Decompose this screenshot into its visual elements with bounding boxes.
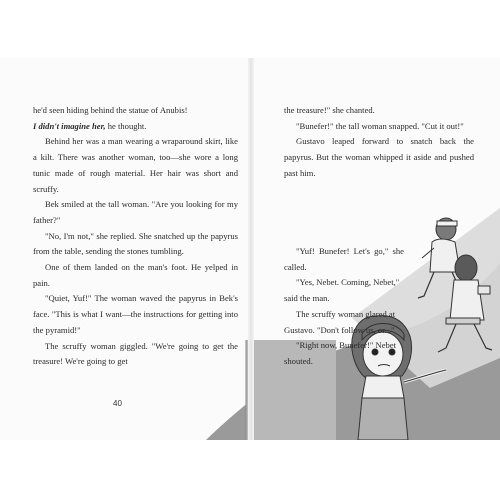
left-page-text <box>33 103 238 370</box>
book-gutter <box>248 58 254 440</box>
right-page-text <box>284 103 474 182</box>
paragraph: "No, I'm not," she replied. She snatched up the papyrus from the table, sending the stones tumbling. <box>33 230 238 257</box>
paragraph: Bek smiled at the tall woman. "Are you looking for my father?" <box>33 199 238 225</box>
paragraph: Gustavo leaped forward to snatch back the papyrus. But the woman whipped it aside and pushed past him. <box>284 136 474 178</box>
italic-thought: I didn't imagine her, <box>33 120 106 131</box>
paragraph: "Yuf! Bunefer! Let's go," she called. <box>284 246 404 272</box>
paragraph: "Right now, Bunefer!" Nebet shouted. <box>284 340 397 366</box>
paragraph: One of them landed on the man's foot. He yelped in pain. <box>33 262 238 288</box>
book-spread <box>0 58 500 440</box>
page-number: 40 <box>113 399 122 408</box>
paragraph: The scruffy woman giggled. "We're going to get the treasure! We're going to get <box>33 340 238 367</box>
right-page-text-wrapped <box>284 244 404 370</box>
paragraph: Behind her was a man wearing a wraparound skirt, like a kilt. There was another woman, too—she wore a long tunic made of rough material. Her hair was short and scruffy. <box>33 136 238 194</box>
paragraph: "Bunefer!" the tall woman snapped. "Cut it out!" <box>296 120 464 131</box>
paragraph: the treasure!" she chanted. <box>284 105 375 115</box>
paragraph: he'd seen hiding behind the statue of Anubis! <box>33 105 188 115</box>
thought-tag: he thought. <box>105 120 147 131</box>
paragraph <box>33 119 238 135</box>
paragraph: The scruffy woman glared at Gustavo. "Don't follow us, or..." <box>284 308 396 335</box>
paragraph: "Quiet, Yuf!" The woman waved the papyrus in Bek's face. "This is what I want—the instructions for getting into the pyramid!" <box>33 293 238 335</box>
paragraph: "Yes, Nebet. Coming, Nebet," said the man. <box>284 277 400 304</box>
